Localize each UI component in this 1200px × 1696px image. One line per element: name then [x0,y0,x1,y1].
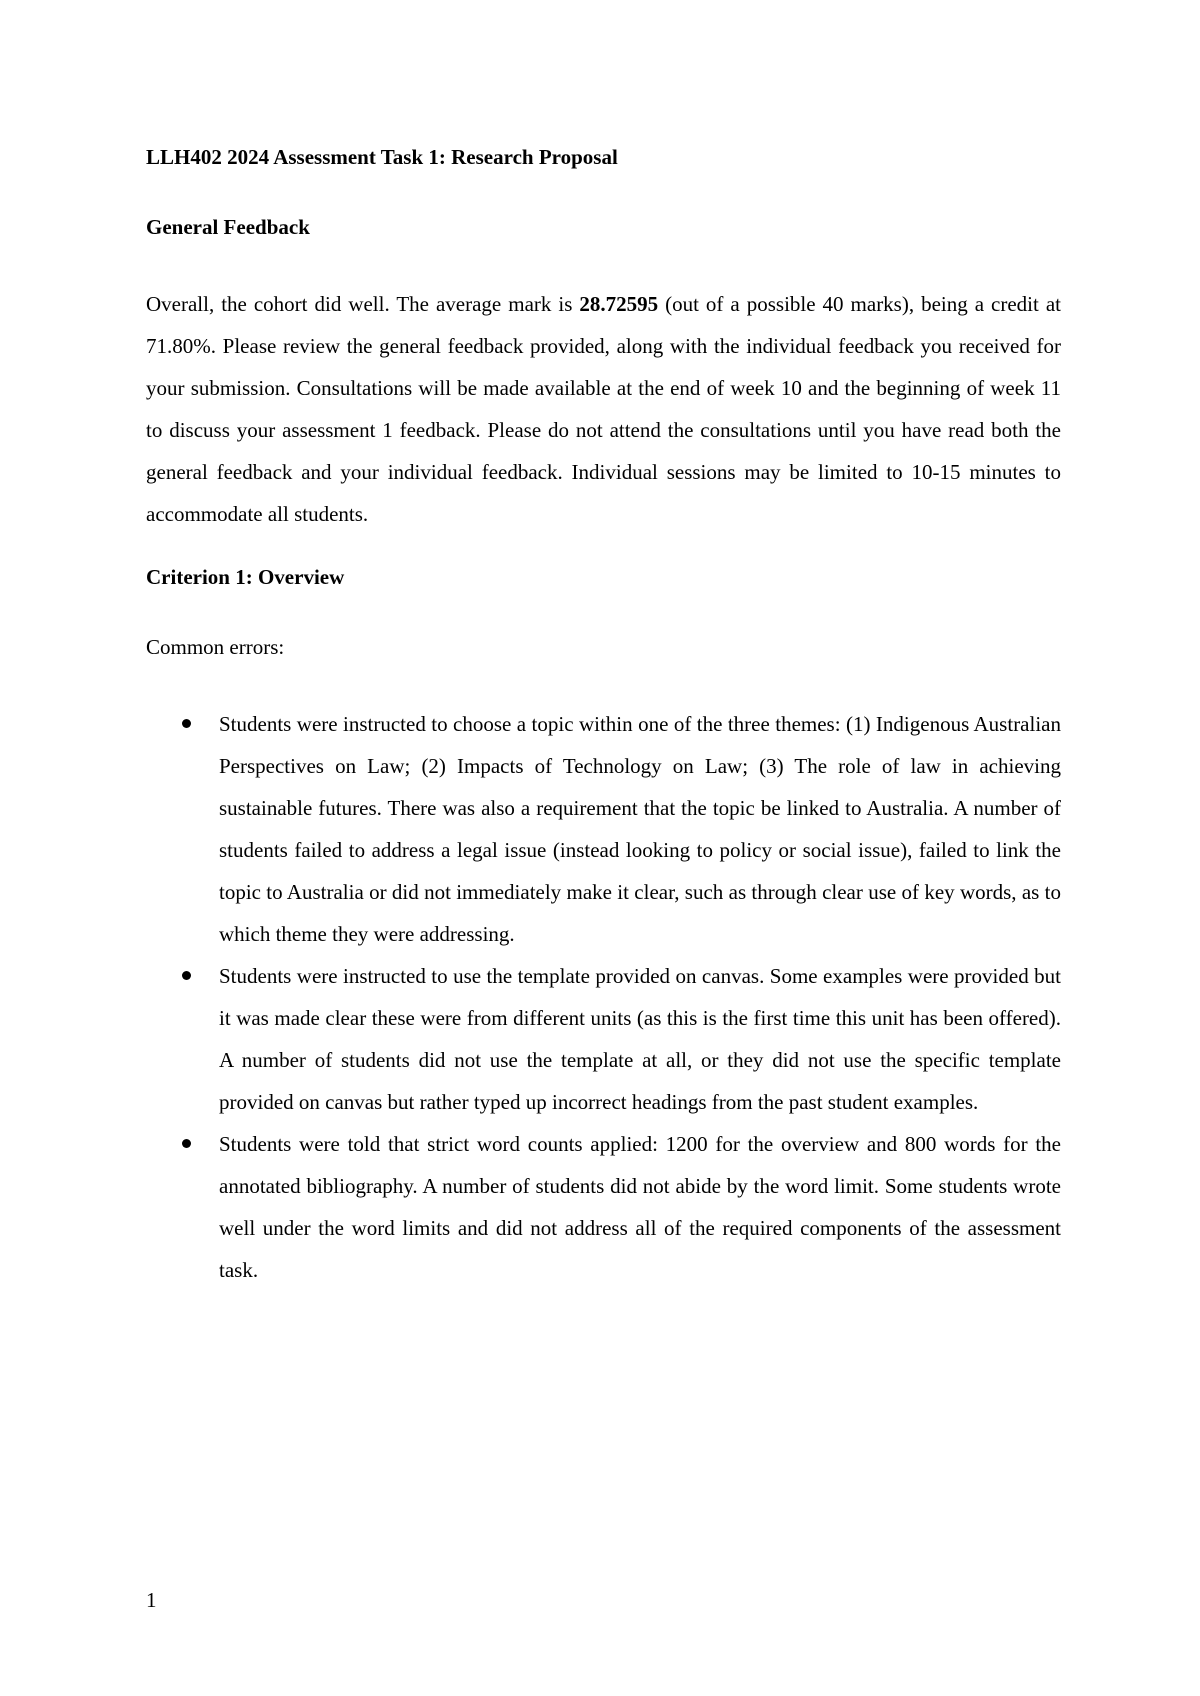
general-feedback-text-start: Overall, the cohort did well. The average mark is [146,292,580,316]
list-item [146,955,1061,1123]
list-item [146,703,1061,955]
criterion-1-heading: Criterion 1: Overview [146,565,345,589]
general-feedback-text-end: (out of a possible 40 marks), being a credit at 71.80%. Please review the general feedback provided, along with the individual feedback you received for your submission. Consultations will be made available at the end of week 10 and the beginning of week 11 to discuss your assessment 1 feedback. Please do not attend the consultations until you have read both the general feedback and your individual feedback. Individual sessions may be limited to 10-15 minutes to accommodate all students. [146,292,1061,526]
page-number: 1 [146,1588,157,1612]
general-feedback-heading: General Feedback [146,215,310,239]
list-item-text: Students were told that strict word counts applied: 1200 for the overview and 800 words for the annotated bibliography. A number of students did not abide by the word limit. Some students wrote well under the word limits and did not address all of the required components of the assessment task. [219,1132,1061,1282]
document-body [146,143,1061,1291]
bullet-icon [182,719,191,728]
bullet-icon [182,1139,191,1148]
list-item-text: Students were instructed to choose a topic within one of the three themes: (1) Indigenous Australian Perspectives on Law; (2) Impacts of Technology on Law; (3) The role of law in achieving sustainable futures. There was also a requirement that the topic be linked to Australia. A number of students failed to address a legal issue (instead looking to policy or social issue), failed to link the topic to Australia or did not immediately make it clear, such as through clear use of key words, as to which theme they were addressing. [219,712,1061,946]
document-title: LLH402 2024 Assessment Task 1: Research Proposal [146,145,618,169]
bullet-icon [182,971,191,980]
list-item-text: Students were instructed to use the template provided on canvas. Some examples were provided but it was made clear these were from different units (as this is the first time this unit has been offered). A number of students did not use the template at all, or they did not use the specific template provided on canvas but rather typed up incorrect headings from the past student examples. [219,964,1061,1114]
common-errors-label: Common errors: [146,635,285,659]
general-feedback-paragraph [146,283,1061,535]
common-errors-list [146,703,1061,1291]
list-item [146,1123,1061,1291]
average-mark-value: 28.72595 [579,292,659,316]
